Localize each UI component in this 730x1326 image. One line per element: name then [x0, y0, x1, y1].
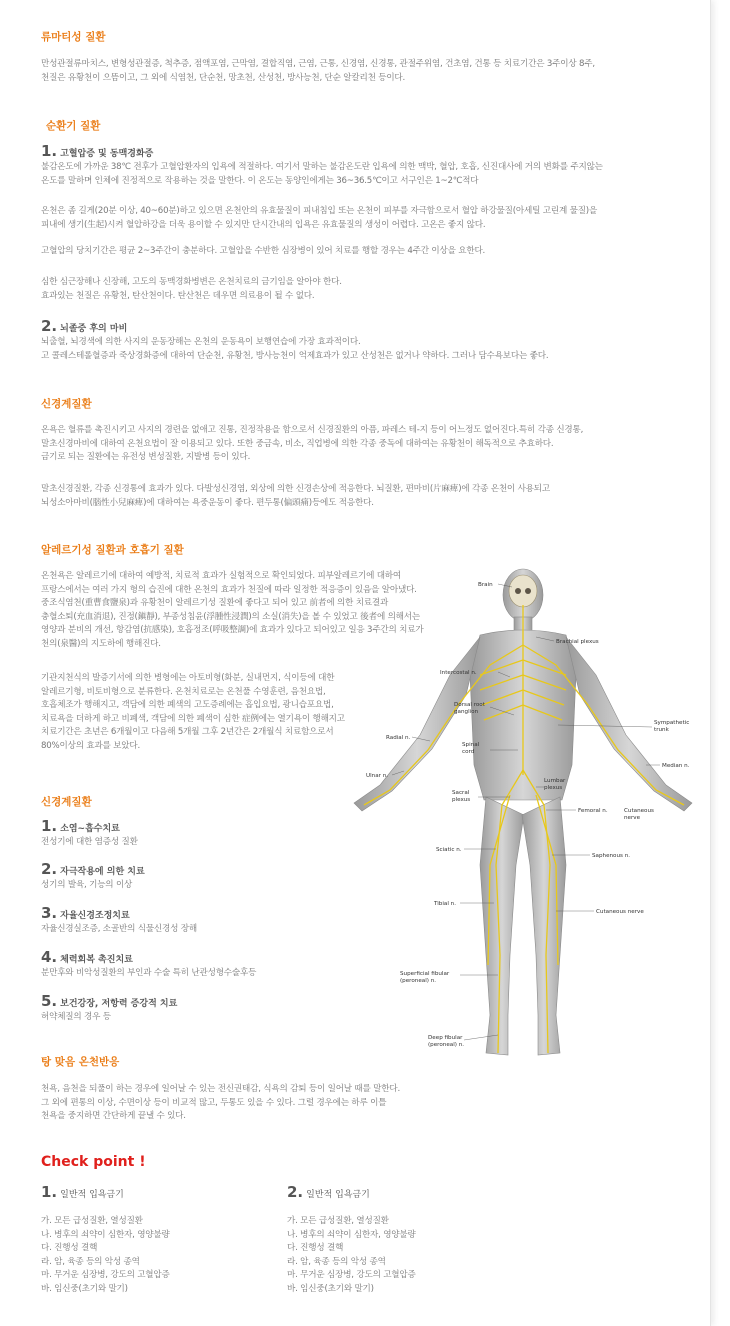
- eye-socket-icon: [525, 588, 531, 594]
- label-superficial-fibular: Superficial fibular: [400, 971, 450, 977]
- text-line: 중조식염천(重曹食鹽泉)과 유황천이 알레르기성 질환에 좋다고 되어 있고 前者에 의한 치료결과: [41, 598, 389, 608]
- text-line: 피내에 생기(生起)시켜 혈압하강을 더욱 용이할 수 있지만 단시간내의 입욕은 유효물질의 생성이 어렵다. 고온은 좋지 않다.: [41, 219, 486, 230]
- text-line: 그 외에 편통의 이상, 수면이상 등이 비교적 많고, 두통도 있을 수 있다. 그럴 경우에는 하루 이틀: [41, 1097, 387, 1108]
- list-item: 라. 암, 육종 등의 악성 종역: [287, 1256, 386, 1267]
- text-line: 뇌성소아마비(腦性小兒麻痺)에 대하여는 욕중운동이 좋다. 편두통(偏頭痛)등에도 적응한다.: [41, 497, 374, 508]
- neuro2-item-2-heading: [41, 860, 145, 878]
- text-line: 80%이상의 효과를 보았다.: [41, 740, 141, 751]
- label-femoral: Femoral n.: [578, 808, 608, 814]
- neuro2-item-1-desc: 전성기에 대한 염증성 질환: [41, 837, 138, 847]
- list-item: 라. 암, 육종 등의 악성 종역: [41, 1256, 140, 1267]
- text-line: 온천욕은 알레르기에 대하여 예방적, 치료적 효과가 실험적으로 확인되었다. 피부알레르기에 대하여: [41, 571, 402, 581]
- item-label: 고혈압증 및 동맥경화증: [60, 149, 154, 159]
- item-number: 1.: [41, 1183, 58, 1201]
- checkpoint-col-2-heading: [287, 1183, 370, 1201]
- label-spinal-cord-2: cord: [462, 749, 475, 755]
- neuro-para-1: [41, 424, 583, 465]
- circulatory-para-2: [41, 205, 597, 232]
- list-item: 나. 병후의 쇠약이 심한자, 영양불량: [287, 1229, 416, 1240]
- skull-icon: [509, 575, 537, 607]
- list-item: 바. 임신중(초기와 말기): [41, 1283, 128, 1294]
- label-dorsal-root: Dorsal root: [454, 702, 485, 708]
- label-sacral-plexus-2: plexus: [452, 797, 471, 803]
- circulatory-item-2-heading: [41, 317, 127, 335]
- checkpoint-title: Check point !: [41, 1154, 146, 1170]
- item-label: 자율신경조정치료: [60, 911, 130, 921]
- list-item: 마. 무거운 심장병, 강도의 고혈압증: [287, 1270, 416, 1280]
- text-line: 온도를 말하며 인체에 진정적으로 작용하는 것을 말한다. 이 온도는 동양인에게는 36~36.5℃이고 서구인은 1~2℃적다: [41, 175, 479, 186]
- section-title-rheumatic: 류마티성 질환: [41, 31, 106, 43]
- nervous-system-figure-svg: [340, 565, 710, 1065]
- checkpoint-col-1-list: [41, 1215, 170, 1296]
- label-radial: Radial n.: [386, 735, 411, 741]
- text-line: 천의(泉醫)의 지도하에 행해진다.: [41, 638, 161, 649]
- list-item: 다. 진행성 결핵: [287, 1243, 344, 1253]
- text-line: 천욕, 음천을 되풀이 하는 경우에 일어날 수 있는 전신권태감, 식욕의 감퇴 등이 일어날 때를 말한다.: [41, 1084, 401, 1094]
- text-line: 천욕을 중지하면 간단하게 끝낼 수 있다.: [41, 1111, 186, 1121]
- circulatory-para-4: [41, 276, 342, 303]
- neuro2-item-1-heading: [41, 817, 120, 835]
- text-line: 충혈소퇴(充血消退), 진정(鎭靜), 부종성침윤(浮腫性浸潤)의 소실(消失)을 볼 수 있었고 後者에 의해서는: [41, 611, 420, 622]
- neuro2-item-5-desc: 허약체질의 경우 등: [41, 1012, 111, 1022]
- circulatory-para-5: [41, 336, 548, 363]
- text-line: 만성관절류마치스, 변형성관절증, 척추증, 점액포염, 근막염, 결합직염, 근염, 근통, 신경염, 신경통, 관절주위염, 건초염, 건통 등 치료기간은 3주이상 8주,: [41, 59, 595, 69]
- text-line: 알레르기형, 비토비형으로 분류한다. 온천치료로는 온천풀 수영훈련, 음천요법,: [41, 686, 326, 697]
- text-line: 뇌출혈, 뇌경색에 의한 사지의 운동장해는 온천의 운동욕이 보행연습에 가장 효과적이다.: [41, 337, 361, 347]
- item-label: 일반적 입욕금기: [306, 1190, 370, 1200]
- circulatory-para-3: [41, 245, 485, 259]
- nervous-system-illustration: [340, 565, 710, 1065]
- text-line: 프랑스에서는 여러 가지 형의 습진에 대한 온천의 효과가 천질에 따라 일정한 적응증이 있음을 알아냈다.: [41, 584, 417, 595]
- list-item: 나. 병후의 쇠약이 심한자, 영양불량: [41, 1229, 170, 1240]
- text-line: 호흡체조가 행해지고, 객담에 의한 폐색의 고도증례에는 흡입요법, 광니습포요법,: [41, 700, 334, 710]
- label-sympathetic-trunk-2: trunk: [654, 727, 669, 733]
- text-line: 말초신경질환, 각종 신경통에 효과가 있다. 다발성신경염, 외상에 의한 신경손상에 적응한다. 뇌질환, 편마비(片麻痺)에 각종 온천이 사용되고: [41, 484, 550, 494]
- item-number: 5.: [41, 992, 58, 1010]
- item-label: 체력회복 촉진치료: [60, 955, 133, 965]
- text-line: 영양과 분비의 개선, 항감염(抗感染), 호흡정조(呼吸整調)에 효과가 있다고 되어있고 일응 3주간의 치료가: [41, 625, 424, 635]
- item-number: 2.: [287, 1183, 304, 1201]
- allergy-para-2: [41, 672, 345, 753]
- section-title-circulatory: 순환기 질환: [46, 120, 101, 132]
- neuro2-item-2-desc: 성기의 발육, 기능의 이상: [41, 880, 133, 890]
- item-label: 소염~흡수치료: [60, 824, 120, 834]
- section-title-bath-reaction: 탕 맞음 온천반응: [41, 1056, 120, 1068]
- label-tibial: Tibial n.: [434, 901, 456, 907]
- list-item: 다. 진행성 결핵: [41, 1243, 98, 1253]
- text-line: 기관지천식의 발증기서에 의한 병형에는 아토비형(화분, 실내먼지, 식이등에 대한: [41, 673, 335, 683]
- circulatory-item-1-heading: [41, 142, 153, 160]
- text-line: 치료욕을 더하게 하고 비폐색, 객담에 의한 폐색이 심한 症例에는 열기욕이 행해지고: [41, 713, 345, 724]
- neuro-para-2: [41, 483, 550, 510]
- item-number: 1.: [41, 142, 58, 160]
- text-line: 말초신경마비에 대하여 온천요법이 잘 이용되고 있다. 또한 중금속, 비소, 직업병에 의한 각종 중독에 대하여는 유황천이 해독적으로 추효하다.: [41, 438, 554, 449]
- item-number: 4.: [41, 948, 58, 966]
- text-line: 고혈압의 당치기간은 평균 2~3주간이 충분하다. 고혈압을 수반한 심장병이 있어 치료를 행할 경우는 4주간 이상을 요한다.: [41, 246, 486, 256]
- label-dorsal-root-2: ganglion: [454, 709, 479, 715]
- label-sympathetic-trunk: Sympathetic: [654, 720, 690, 726]
- checkpoint-col-1-heading: [41, 1183, 124, 1201]
- text-line: 금기로 되는 질환에는 유전성 변성질환, 지발병 등이 있다.: [41, 452, 251, 462]
- label-brachial-plexus: Brachial plexus: [556, 639, 599, 645]
- list-item: 마. 무거운 심장병, 강도의 고혈압증: [41, 1270, 170, 1280]
- text-line: 심한 심근장해나 신장해, 고도의 동맥경화병변은 온천치료의 금기임을 알아야 한다.: [41, 277, 342, 287]
- label-superficial-fibular-2: (peroneal) n.: [400, 978, 437, 984]
- neuro2-item-4-heading: [41, 948, 133, 966]
- label-intercostal: Intercostal n.: [440, 670, 477, 676]
- section-title-allergy: 알레르기성 질환과 호흡기 질환: [41, 544, 184, 556]
- label-cutaneous: Cutaneous: [624, 808, 654, 814]
- label-median: Median n.: [662, 763, 690, 769]
- label-sacral-plexus: Sacral: [452, 790, 470, 796]
- item-number: 2.: [41, 860, 58, 878]
- label-cutaneous-nerve: Cutaneous nerve: [596, 909, 644, 915]
- bath-reaction-text: [41, 1083, 400, 1124]
- item-number: 2.: [41, 317, 58, 335]
- list-item: 가. 모든 급성질환, 열성질환: [41, 1216, 143, 1226]
- label-spinal-cord: Spinal: [462, 742, 480, 748]
- eye-socket-icon: [515, 588, 521, 594]
- label-brain: Brain: [478, 582, 493, 588]
- label-lumbar-plexus-2: plexus: [544, 785, 563, 791]
- label-saphenous: Saphenous n.: [592, 853, 631, 859]
- neuro2-item-3-heading: [41, 904, 130, 922]
- checkpoint-col-2-list: [287, 1215, 416, 1296]
- item-number: 3.: [41, 904, 58, 922]
- text-line: 효과있는 천질은 유황천, 탄산천이다. 탄산천은 데우면 의료용이 될 수 없다.: [41, 290, 315, 301]
- rheumatic-text: [41, 58, 595, 85]
- item-label: 뇌졸중 후의 마비: [60, 324, 128, 334]
- neuro2-item-4-desc: 분만후와 비악성질환의 부인과 수술 특히 난관성형수술후등: [41, 968, 257, 978]
- label-cutaneous-2: nerve: [624, 815, 641, 821]
- label-sciatic: Sciatic n.: [436, 847, 462, 853]
- text-line: 천질은 유황천이 으뜸이고, 그 외에 식염천, 단순천, 망초천, 산성천, 방사능천, 단순 알칼리천 등이다.: [41, 72, 406, 83]
- item-label: 자극작용에 의한 치료: [60, 867, 145, 877]
- item-label: 일반적 입욕금기: [60, 1190, 124, 1200]
- label-lumbar-plexus: Lumbar: [544, 778, 566, 784]
- text-line: 치료기간은 초년은 6개월이고 다음해 5개월 그후 2년간은 2개월식 치료함으로서: [41, 727, 334, 737]
- label-deep-fibular-2: (peroneal) n.: [428, 1042, 465, 1048]
- item-number: 1.: [41, 817, 58, 835]
- label-deep-fibular: Deep fibular: [428, 1035, 463, 1041]
- neuro2-item-3-desc: 자율신경실조증, 소골반의 식물신경성 장해: [41, 924, 197, 934]
- item-label: 보건강장, 저항력 증강적 치료: [60, 999, 178, 1009]
- label-ulnar: Ulnar n.: [366, 773, 389, 779]
- list-item: 바. 임신중(초기와 말기): [287, 1283, 374, 1294]
- text-line: 온천은 좀 길게(20분 이상, 40~60분)하고 있으면 온천안의 유효물질이 피내침입 또는 온천이 피부를 자극함으로서 혈압 하강물질(아세틸 고린계 물질)을: [41, 206, 598, 216]
- text-line: 고 콜레스테롤혈증과 죽상경화증에 대하여 단순천, 유황천, 방사능천이 억제효과가 있고 산성천은 없거나 약하다. 그러나 담수욕보다는 좋다.: [41, 350, 549, 361]
- list-item: 가. 모든 급성질환, 열성질환: [287, 1216, 389, 1226]
- text-line: 온욕은 혈류를 촉진시키고 사지의 경련을 없애고 진통, 진정작용을 함으로서 신경질환의 아픔, 파레스 테-지 등이 어느정도 없어진다.특히 각종 신경통,: [41, 425, 584, 435]
- circulatory-para-1: [41, 161, 603, 188]
- section-title-neuro-2: 신경계질환: [41, 796, 92, 808]
- text-line: 불감온도에 가까운 38℃ 전후가 고혈압환자의 입욕에 적절하다. 여기서 말하는 불감온도란 입욕에 의한 맥박, 혈압, 호흡, 신진대사에 거의 변화를 주지않는: [41, 162, 603, 172]
- section-title-neuro: 신경계질환: [41, 398, 92, 410]
- neuro2-item-5-heading: [41, 992, 177, 1010]
